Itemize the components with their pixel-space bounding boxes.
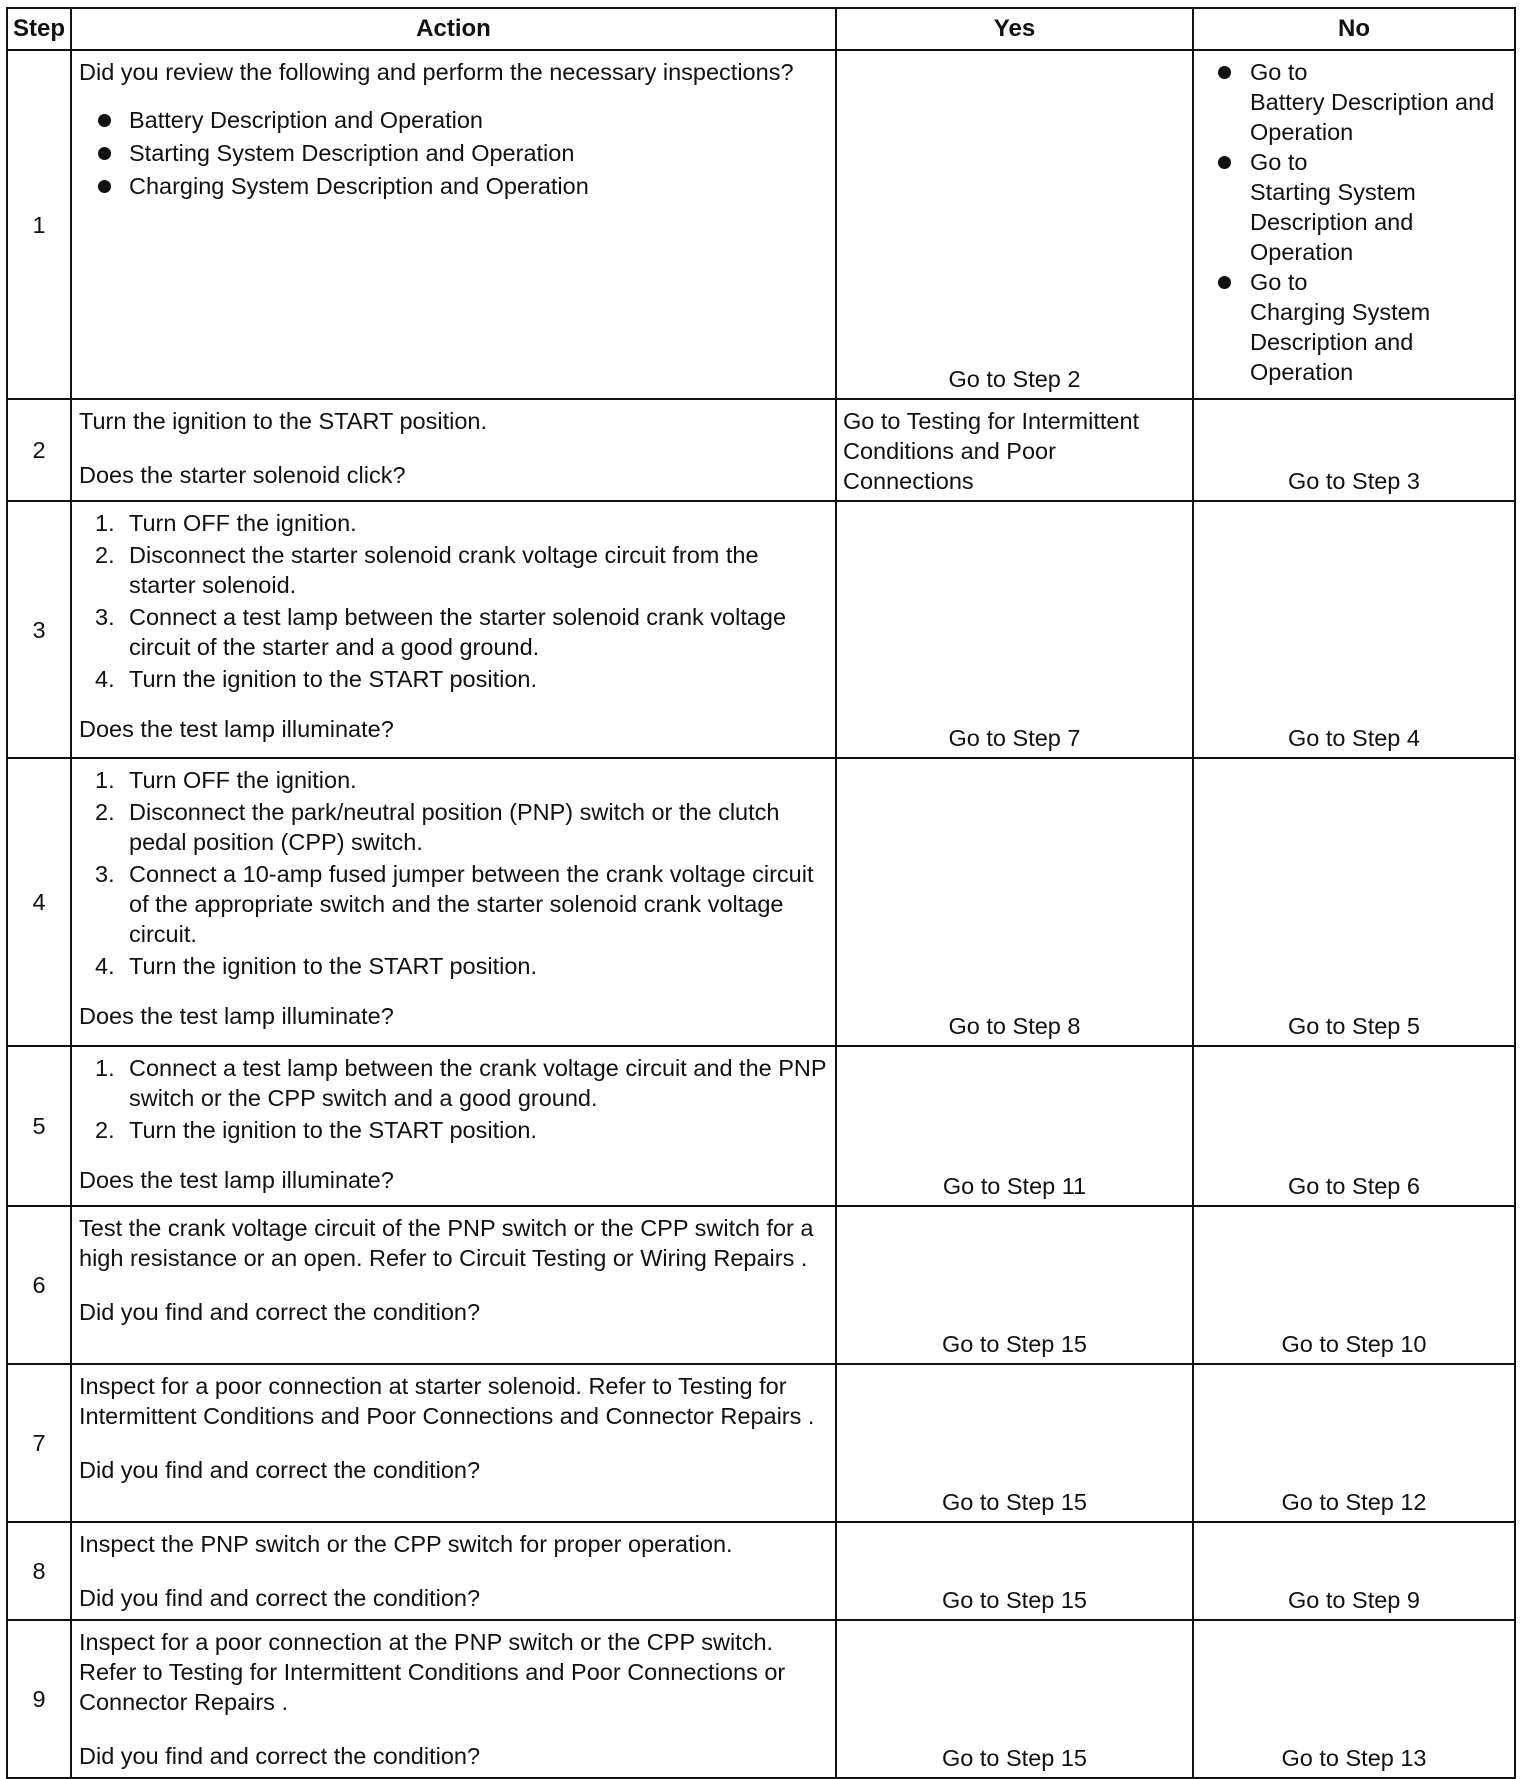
no-target: Battery Description and Operation <box>1250 89 1495 145</box>
step-header: Step <box>7 8 71 50</box>
no-cell <box>1193 1522 1515 1620</box>
yes-cell <box>836 501 1193 758</box>
step-number: 2 <box>7 399 71 501</box>
bullet-item: Starting System Description and Operation <box>97 138 829 168</box>
no-cell <box>1193 1206 1515 1364</box>
action-question: Does the test lamp illuminate? <box>79 1167 394 1193</box>
step-number: 7 <box>7 1364 71 1522</box>
action-intro: Inspect the PNP switch or the CPP switch for proper operation. <box>79 1531 733 1557</box>
numbered-step: 1. Turn OFF the ignition. <box>95 767 357 793</box>
yes-cell <box>836 758 1193 1046</box>
no-target: Starting System Description and Operation <box>1250 179 1416 265</box>
action-cell <box>71 758 836 1046</box>
table-row <box>7 1364 1515 1522</box>
go-to-label: Go to <box>1250 59 1308 85</box>
no-outcome: Go to Step 5 <box>1288 1013 1420 1039</box>
bullet-item: Charging System Description and Operation <box>97 171 829 201</box>
numbered-step: 1. Turn OFF the ignition. <box>95 510 357 536</box>
action-header: Action <box>71 8 836 50</box>
yes-cell <box>836 1522 1193 1620</box>
yes-cell <box>836 1046 1193 1206</box>
numbered-step: 1. Connect a test lamp between the crank voltage circuit and the PNP switch or the CPP switch and a good ground. <box>95 1055 827 1111</box>
action-intro: Test the crank voltage circuit of the PNP switch or the CPP switch for a high resistance or an open. Refer to Circuit Testing or Wiring Repairs . <box>79 1215 814 1271</box>
action-cell <box>71 1046 836 1206</box>
yes-outcome: Go to Step 15 <box>941 1745 1088 1771</box>
numbered-step: 2. Disconnect the park/neutral position (PNP) switch or the clutch pedal position (CPP) switch. <box>95 799 780 855</box>
action-question: Did you find and correct the condition? <box>79 1299 481 1325</box>
action-question: Did you find and correct the condition? <box>79 1743 481 1769</box>
yes-cell <box>836 1620 1193 1778</box>
no-header: No <box>1193 8 1515 50</box>
step-number: 4 <box>7 758 71 1046</box>
no-outcome: Go to Step 9 <box>1288 1587 1420 1613</box>
no-outcome: Go to Step 13 <box>1281 1745 1427 1771</box>
table-row <box>7 758 1515 1046</box>
header-row <box>7 8 1515 50</box>
numbered-step: 4. Turn the ignition to the START position. <box>95 666 537 692</box>
action-question: Does the starter solenoid click? <box>79 462 406 488</box>
action-cell <box>71 501 836 758</box>
no-outcome: Go to Step 12 <box>1281 1489 1427 1515</box>
numbered-step: 4. Turn the ignition to the START position. <box>95 953 537 979</box>
no-cell <box>1193 1364 1515 1522</box>
no-outcome-list <box>1194 51 1514 391</box>
yes-outcome: Go to Step 11 <box>942 1173 1087 1199</box>
numbered-step: 2. Turn the ignition to the START position. <box>95 1117 537 1143</box>
yes-cell <box>836 1206 1193 1364</box>
yes-outcome: Go to Step 15 <box>941 1489 1088 1515</box>
step-number: 5 <box>7 1046 71 1206</box>
no-outcome-item <box>1218 267 1508 387</box>
table-row <box>7 399 1515 501</box>
action-intro: Inspect for a poor connection at the PNP switch or the CPP switch. Refer to Testing for Intermittent Conditions and Poor Connections or Connector Repairs . <box>79 1629 786 1715</box>
numbered-steps <box>79 508 829 694</box>
no-outcome-item <box>1218 147 1508 267</box>
action-cell <box>71 399 836 501</box>
numbered-step: 2. Disconnect the starter solenoid crank voltage circuit from the starter solenoid. <box>95 542 759 598</box>
yes-cell <box>836 50 1193 399</box>
no-outcome: Go to Step 3 <box>1288 468 1420 494</box>
yes-outcome: Go to Step 2 <box>948 366 1081 392</box>
step-number: 6 <box>7 1206 71 1364</box>
no-outcome-item <box>1218 57 1508 147</box>
no-outcome: Go to Step 6 <box>1288 1173 1420 1199</box>
action-intro: Did you review the following and perform the necessary inspections? <box>79 59 794 85</box>
no-cell <box>1193 1620 1515 1778</box>
action-cell <box>71 1620 836 1778</box>
no-cell <box>1193 758 1515 1046</box>
table-row <box>7 501 1515 758</box>
yes-outcome: Go to Step 8 <box>948 1013 1081 1039</box>
table-row <box>7 1046 1515 1206</box>
step-number: 8 <box>7 1522 71 1620</box>
action-question: Did you find and correct the condition? <box>79 1457 481 1483</box>
no-outcome: Go to Step 10 <box>1281 1331 1427 1357</box>
yes-cell <box>836 1364 1193 1522</box>
action-cell <box>71 1206 836 1364</box>
action-question: Does the test lamp illuminate? <box>79 716 394 742</box>
table-row <box>7 1522 1515 1620</box>
table-row <box>7 50 1515 399</box>
bullet-item: Battery Description and Operation <box>97 105 829 135</box>
yes-outcome: Go to Step 7 <box>948 725 1081 751</box>
step-number: 9 <box>7 1620 71 1778</box>
no-cell <box>1193 399 1515 501</box>
no-cell <box>1193 1046 1515 1206</box>
numbered-steps <box>79 765 829 981</box>
diagnostic-table <box>6 7 1516 1779</box>
yes-outcome: Go to Testing for Intermittent Conditions and Poor Connections <box>843 408 1140 494</box>
step-number: 1 <box>7 50 71 399</box>
action-question: Does the test lamp illuminate? <box>79 1003 394 1029</box>
go-to-label: Go to <box>1250 269 1308 295</box>
yes-outcome: Go to Step 15 <box>941 1587 1088 1613</box>
table-row <box>7 1620 1515 1778</box>
table-row <box>7 1206 1515 1364</box>
action-cell <box>71 50 836 399</box>
action-cell <box>71 1522 836 1620</box>
action-intro: Inspect for a poor connection at starter solenoid. Refer to Testing for Intermittent Conditions and Poor Connections and Connector Repairs . <box>79 1373 815 1429</box>
no-target: Charging System Description and Operation <box>1250 299 1431 385</box>
action-question: Did you find and correct the condition? <box>79 1585 481 1611</box>
numbered-step: 3. Connect a 10-amp fused jumper between the crank voltage circuit of the appropriate switch and the starter solenoid crank voltage circuit. <box>95 861 814 947</box>
numbered-steps <box>79 1053 829 1145</box>
go-to-label: Go to <box>1250 149 1308 175</box>
no-outcome: Go to Step 4 <box>1288 725 1420 751</box>
action-intro: Turn the ignition to the START position. <box>79 408 487 434</box>
step-number: 3 <box>7 501 71 758</box>
action-cell <box>71 1364 836 1522</box>
yes-header: Yes <box>836 8 1193 50</box>
yes-cell <box>836 399 1193 501</box>
yes-outcome: Go to Step 15 <box>941 1331 1088 1357</box>
no-cell <box>1193 501 1515 758</box>
no-cell <box>1193 50 1515 399</box>
numbered-step: 3. Connect a test lamp between the starter solenoid crank voltage circuit of the starter and a good ground. <box>95 604 787 660</box>
bullet-list <box>79 105 829 201</box>
